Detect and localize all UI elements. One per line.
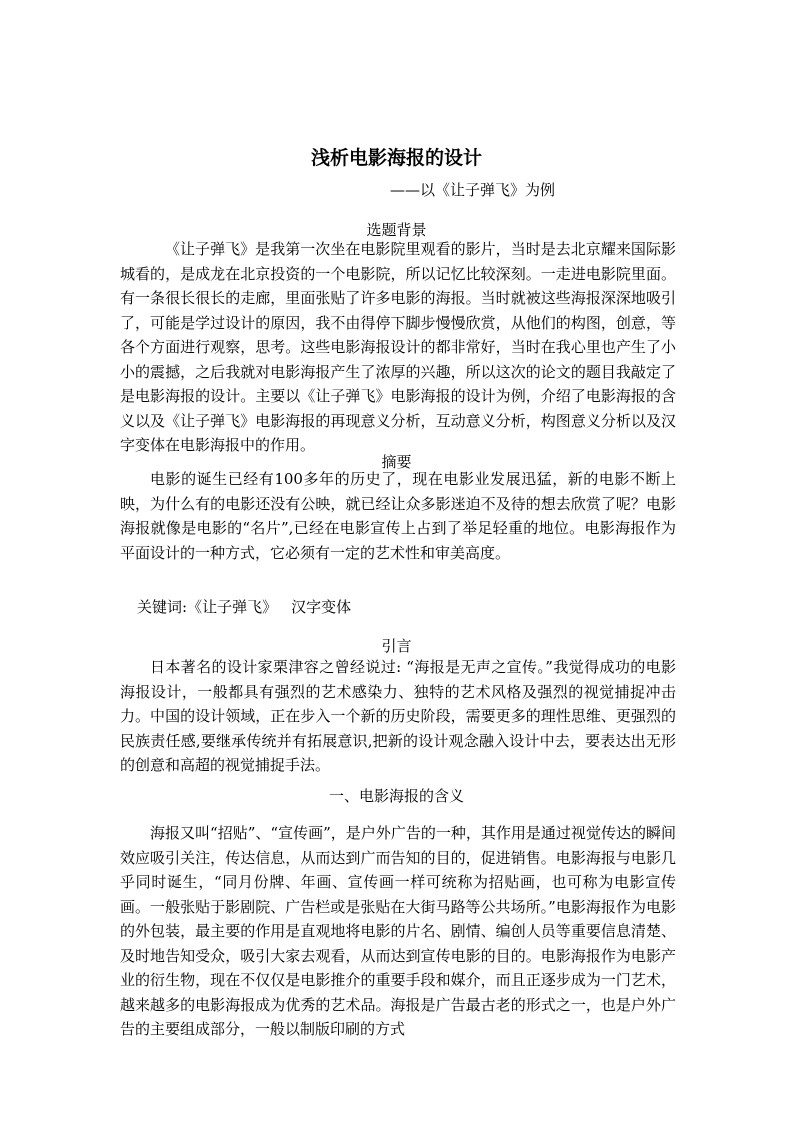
- introduction-heading: 引言: [381, 637, 412, 655]
- chapter-one-paragraph: 海报又叫“招贴”、“宣传画”，是户外广告的一种，其作用是通过视觉传达的瞬间效应吸引关注，传达信息，从而达到广而告知的目的，促进销售。电影海报与电影几乎同时诞生，“同月份牌、年画、宣传画一样可统称为招贴画，也可称为电影宣传画。一般张贴于影剧院、广告栏或是张贴在大街马路等公共场所。”电影海报作为电影的外包装，最主要的作用是直观地将电影的片名、剧情、编创人员等重要信息清楚、及时地告知受众，吸引大家去观看，从而达到宣传电影的目的。电影海报作为电影产业的衍生物，现在不仅仅是电影推介的重要手段和媒介，而且正逐步成为一门艺术，越来越多的电影海报成为优秀的艺术品。海报是广告最古老的形式之一，也是户外广告的主要组成部分，一般以制版印刷的方式: [120, 824, 676, 1038]
- page-title: 浅析电影海报的设计: [310, 147, 482, 169]
- abstract-paragraph: 电影的诞生已经有100多年的历史了，现在电影业发展迅猛，新的电影不断上映，为什么有的电影还没有公映，就已经让众多影迷迫不及待的想去欣赏了呢？电影海报就像是电影的“名片”,已经在电影宣传上占到了举足轻重的地位。电影海报作为平面设计的一种方式，它必须有一定的艺术性和审美高度。: [120, 470, 676, 562]
- page-subtitle: ——以《让子弹飞》为例: [390, 181, 556, 199]
- keyword-item: 汉字变体: [291, 598, 352, 616]
- introduction-paragraph: 日本著名的设计家栗津容之曾经说过: “海报是无声之宣传。”我觉得成功的电影海报设计，一般都具有强烈的艺术感染力、独特的艺术风格及强烈的视觉捕捉冲击力。中国的设计领域，正在步入一个新的历史阶段，需要更多的理性思维、更强烈的民族责任感,要继承传统并有拓展意识,把新的设计观念融入设计中去，要表达出无形的创意和高超的视觉捕捉手法。: [120, 658, 676, 774]
- abstract-heading: 摘要: [381, 453, 412, 471]
- background-paragraph: 《让子弹飞》是我第一次坐在电影院里观看的影片，当时是去北京耀来国际影城看的，是成龙在北京投资的一个电影院，所以记忆比较深刻。一走进电影院里面。有一条很长很长的走廊，里面张贴了许多电影的海报。当时就被这些海报深深地吸引了，可能是学过设计的原因，我不由得停下脚步慢慢欣赏，从他们的构图，创意，等各个方面进行观察，思考。这些电影海报设计的都非常好，当时在我心里也产生了小小的震撼，之后我就对电影海报产生了浓厚的兴趣，所以这次的论文的题目我敲定了是电影海报的设计。主要以《让子弹飞》电影海报的设计为例，介绍了电影海报的含义以及《让子弹飞》电影海报的再现意义分析，互动意义分析，构图意义分析以及汉字变体在电影海报中的作用。: [120, 240, 676, 454]
- background-heading: 选题背景: [366, 221, 427, 239]
- keywords-line: [137, 597, 365, 617]
- keyword-item: 《让子弹飞》: [187, 598, 278, 616]
- chapter-one-heading: 一、电影海报的含义: [328, 787, 464, 805]
- keywords-label: 关键词:: [137, 598, 188, 616]
